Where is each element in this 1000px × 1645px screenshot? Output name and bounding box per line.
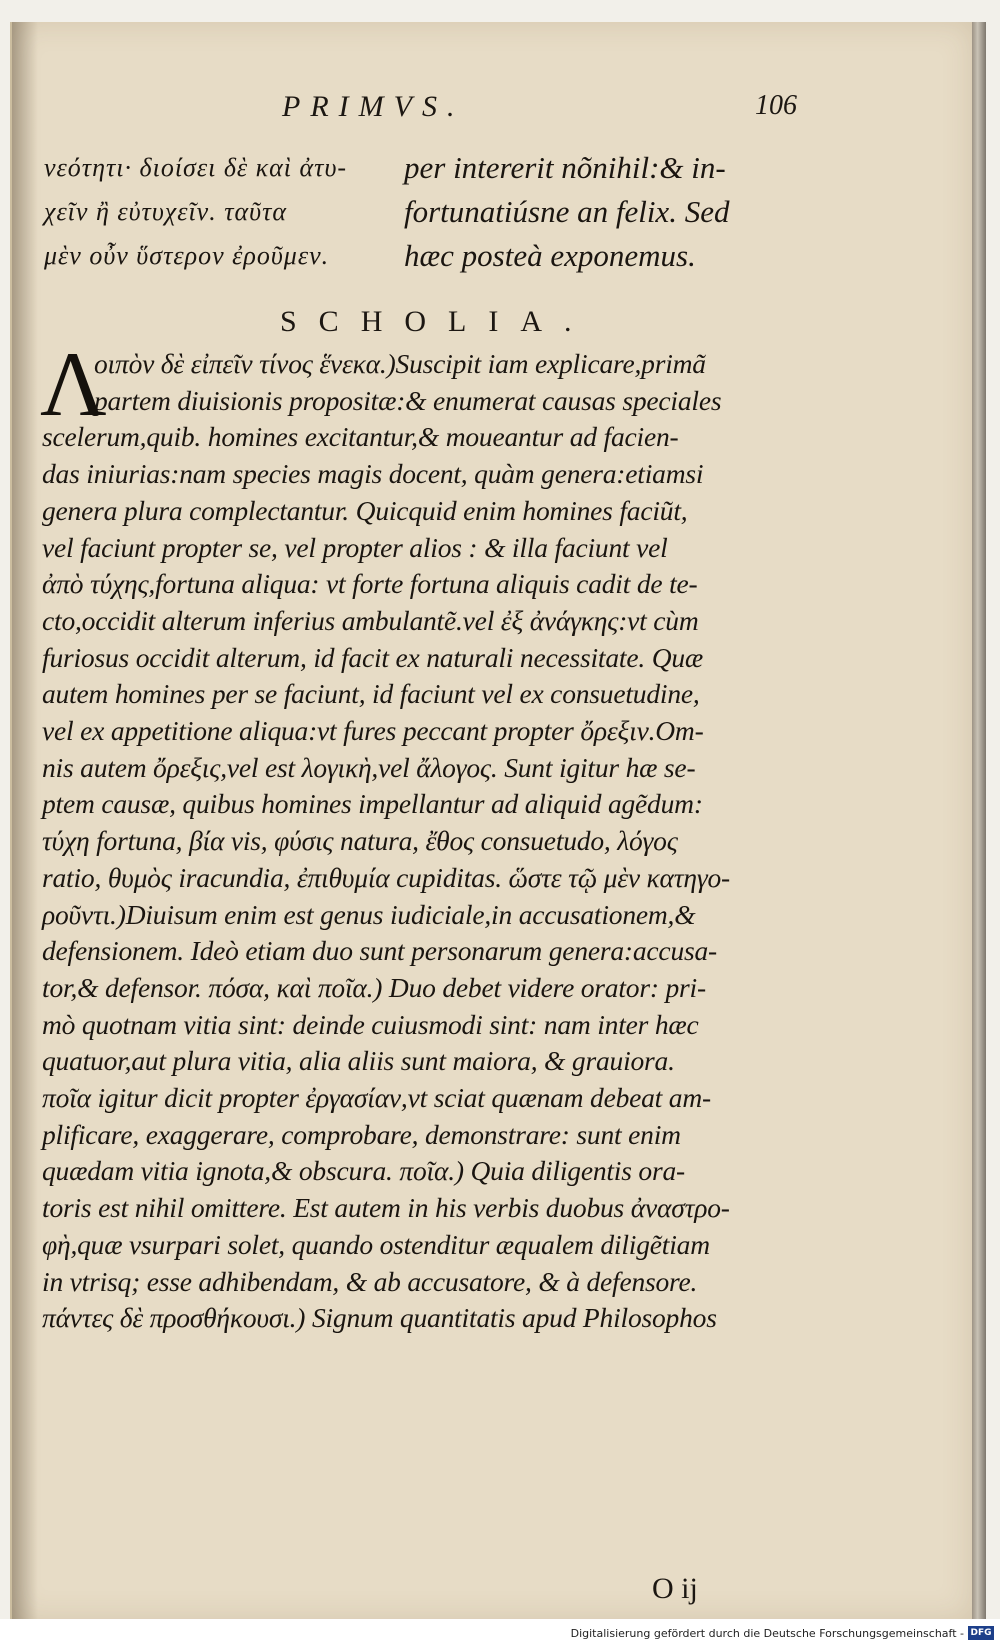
- scholia-line: genera plura complectantur. Quicquid enim homines faciũt,: [42, 494, 688, 526]
- scholia-line: scelerum,quib. homines excitantur,& moueantur ad facien-: [42, 421, 679, 453]
- scholia-line: furiosus occidit alterum, id facit ex naturali necessitate. Quæ: [42, 641, 704, 673]
- footer-credit: Digitalisierung gefördert durch die Deutsche Forschungsgemeinschaft -: [570, 1627, 964, 1640]
- book-page: [10, 22, 973, 1620]
- scholia-line: plificare, exaggerare, comprobare, demonstrare: sunt enim: [42, 1118, 681, 1150]
- scholia-line: nis autem ὄρεξις,vel est λογικὴ,vel ἄλογος. Sunt igitur hæ se-: [42, 751, 696, 783]
- scholia-line: quatuor,aut plura vitia, alia aliis sunt maiora, & grauiora.: [42, 1045, 675, 1077]
- scholia-line: partem diuisionis propositæ:& enumerat causas speciales: [94, 384, 722, 416]
- gutter-shadow: [12, 22, 38, 1620]
- scholia-line: ratio, θυμὸς iracundia, ἐπιθυμία cupiditas. ὥστε τῷ μὲν κατηγο-: [42, 861, 731, 893]
- scholia-line: defensionem. Ideò etiam duo sunt personarum genera:accusa-: [42, 935, 718, 967]
- greek-line: νεότητι· διοίσει δὲ καὶ ἀτυ-: [44, 153, 348, 182]
- greek-text-column: [44, 146, 394, 278]
- scholia-line: ptem causæ, quibus homines impellantur ad aliquid agẽdum:: [42, 788, 703, 820]
- scholia-line: toris est nihil omittere. Est autem in his verbis duobus ἀναστρο-: [42, 1192, 730, 1224]
- scholia-line: ἀπὸ τύχης,fortuna aliqua: vt forte fortuna aliquis cadit de te-: [42, 568, 698, 600]
- signature-mark: O ij: [652, 1572, 698, 1605]
- drop-capital: Λ: [40, 333, 107, 435]
- scholia-line: οιπὸν δὲ εἰπεῖν τίνος ἕνεκα.)Suscipit iam explicare,primã: [94, 348, 706, 379]
- page-number: 106: [755, 90, 797, 121]
- page-edge: [972, 22, 986, 1620]
- scholia-line: das iniurias:nam species magis docent, quàm genera:etiamsi: [42, 458, 704, 490]
- scholia-line: tor,& defensor. πόσα, καὶ ποῖα.) Duo debet videre orator: pri-: [42, 971, 706, 1003]
- scholia-line: quædam vitia ignota,& obscura. ποῖα.) Quia diligentis ora-: [42, 1155, 685, 1187]
- running-head-title: PRIMVS.: [282, 90, 465, 123]
- dfg-logo-icon: DFG: [968, 1626, 994, 1640]
- scholia-line: autem homines per se faciunt, id faciunt vel ex consuetudine,: [42, 678, 700, 710]
- scholia-line: τύχη fortuna, βία vis, φύσις natura, ἔθος consuetudo, λόγος: [42, 825, 678, 857]
- scholia-line: vel ex appetitione aliqua:vt fures peccant propter ὄρεξιν.Om-: [42, 715, 704, 747]
- scholia-line: ροῦντι.)Diuisum enim est genus iudiciale,in accusationem,&: [42, 898, 696, 930]
- running-head: [12, 90, 972, 130]
- greek-line: χεῖν ἢ εὐτυχεῖν. ταῦτα: [44, 197, 288, 226]
- scholia-line: mò quotnam vitia sint: deinde cuiusmodi sint: nam inter hæc: [42, 1008, 699, 1040]
- latin-line: fortunatiúsne an felix. Sed: [404, 194, 730, 229]
- latin-line: per intererit nõnihil:& in-: [404, 150, 726, 185]
- scholia-line: φὴ,quæ vsurpari solet, quando ostenditur æqualem diligẽtiam: [42, 1228, 710, 1260]
- scholia-heading: SCHOLIA.: [280, 305, 594, 338]
- digitization-footer: [0, 1619, 1000, 1645]
- latin-text-column: [404, 146, 824, 278]
- scholia-line: ποῖα igitur dicit propter ἐργασίαν,vt sciat quænam debeat am-: [42, 1082, 711, 1114]
- scholia-body: [40, 333, 812, 1337]
- scholia-line: vel faciunt propter se, vel propter alios : & illa faciunt vel: [42, 531, 668, 563]
- scholia-line: in vtrisq; esse adhibendam, & ab accusatore, & à defensore.: [42, 1265, 698, 1297]
- latin-line: hæc posteà exponemus.: [404, 238, 696, 273]
- scholia-line: πάντες δὲ προσθήκουσι.) Signum quantitatis apud Philosophos: [42, 1302, 717, 1334]
- greek-line: μὲν οὖν ὕστερον ἐροῦμεν.: [44, 241, 330, 270]
- scholia-line: cto,occidit alterum inferius ambulantẽ.vel ἐξ ἀνάγκης:vt cùm: [42, 604, 699, 636]
